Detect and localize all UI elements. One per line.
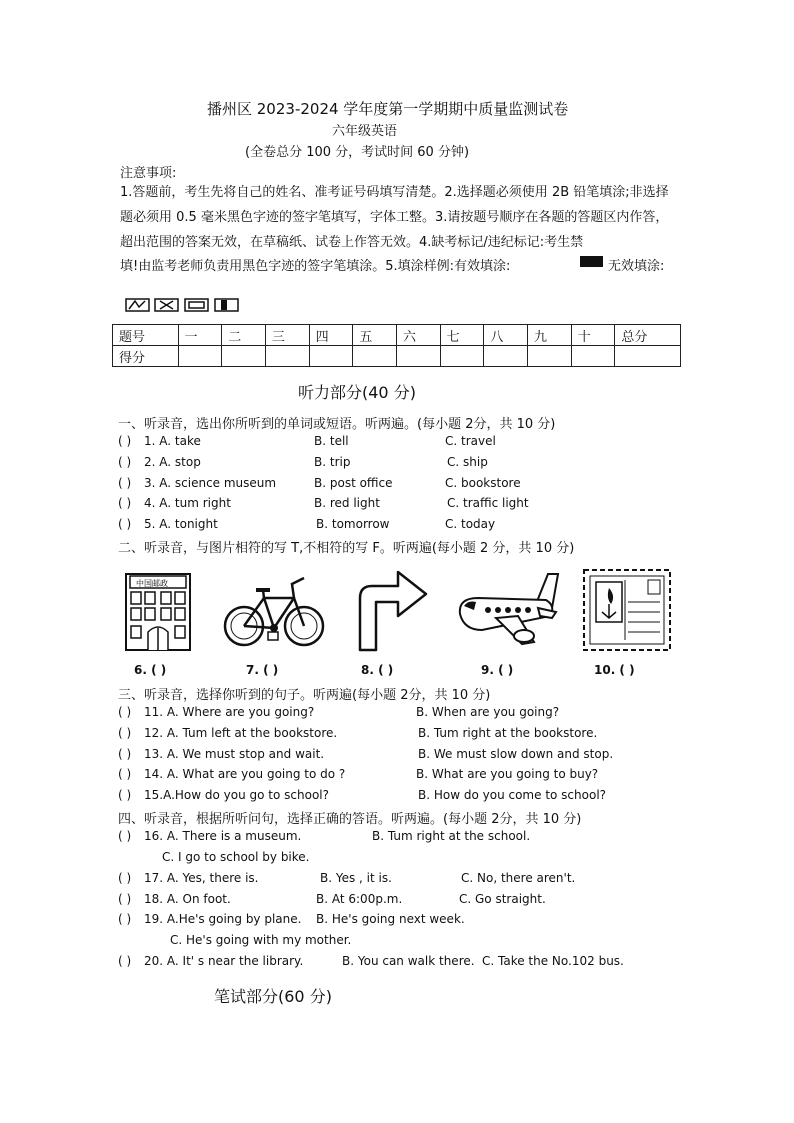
score-blank[interactable] [571,346,615,367]
option-b: B. tell [314,434,349,448]
exam-title: 播州区 2023-2024 学年度第一学期期中质量监测试卷 [207,100,569,118]
score-blank[interactable] [222,346,266,367]
score-table-header-row [113,325,681,346]
option-a: 13. A. We must stop and wait. [144,747,325,761]
option-b: B. At 6:00p.m. [316,892,403,906]
score-cell: 四 [309,325,353,346]
score-cell: 九 [528,325,572,346]
option-a: 20. A. It' s near the library. [144,954,304,968]
score-blank[interactable] [178,346,222,367]
turn-right-arrow-icon [354,568,430,652]
option-a: 5. A. tonight [144,517,218,531]
option-b: B. tomorrow [316,517,390,531]
section4-heading: 四、听录音，根据所听问句，选择正确的答语。听两遍。(每小题 2分，共 10 分) [118,812,582,827]
option-a: 14. A. What are you going to do ? [144,767,346,781]
answer-paren[interactable]: ( ) [118,767,132,781]
option-c: C. Go straight. [459,892,546,906]
picture-caption-8[interactable]: 8. ( ) [361,663,394,677]
picture-caption-9[interactable]: 9. ( ) [481,663,514,677]
answer-paren[interactable]: ( ) [118,788,132,802]
writing-section-title: 笔试部分(60 分) [214,987,332,1006]
score-cell: 五 [353,325,397,346]
option-c: C. ship [447,455,488,469]
score-cell: 题号 [113,325,179,346]
score-blank[interactable] [309,346,353,367]
score-blank[interactable] [396,346,440,367]
option-b: B. Yes , it is. [320,871,392,885]
answer-paren[interactable]: ( ) [118,726,132,740]
option-b: B. Tum right at the bookstore. [418,726,598,740]
answer-paren[interactable]: ( ) [118,705,132,719]
score-blank[interactable] [353,346,397,367]
notes-line2b: 无效填涂: [608,259,665,274]
option-a: 17. A. Yes, there is. [144,871,259,885]
score-cell: 总分 [615,325,681,346]
score-blank[interactable] [528,346,572,367]
score-cell: 六 [396,325,440,346]
answer-paren[interactable]: ( ) [118,892,132,906]
option-b: B. We must slow down and stop. [418,747,614,761]
option-a: 11. A. Where are you going? [144,705,315,719]
score-cell: 八 [484,325,528,346]
score-blank[interactable] [265,346,309,367]
score-cell: 三 [265,325,309,346]
option-a: 15.A.How do you go to school? [144,788,330,802]
option-b: B. When are you going? [416,705,560,719]
score-blank[interactable] [440,346,484,367]
answer-paren[interactable]: ( ) [118,517,132,531]
answer-paren[interactable]: ( ) [118,747,132,761]
postcard-icon [582,568,672,652]
airplane-icon [452,568,562,652]
notes-body: 1.答题前，考生先将自己的姓名、准考证号码填写清楚。2.选择题必须使用 2B 铅笔填涂;非选择题必须用 0.5 毫米黑色字迹的签字笔填写，字体工整。3.请按题号顺序在各题的答题区内作答，超出范围的答案无效，在草稿纸、试卷上作答无效。4.缺考标记/违纪标记:考生禁 [120,185,669,250]
option-c: C. He's going with my mother. [170,933,352,947]
option-c: C. traffic light [447,496,529,510]
section2-heading: 二、听录音，与图片相符的写 T,不相符的写 F。听两遍(每小题 2 分，共 10 分) [118,541,575,556]
option-a: 19. A.He's going by plane. [144,912,302,926]
option-c: C. No, there aren't. [461,871,576,885]
option-a: 3. A. science museum [144,476,277,490]
option-c: C. today [445,517,496,531]
score-blank[interactable] [615,346,681,367]
score-cell: 一 [178,325,222,346]
answer-paren[interactable]: ( ) [118,912,132,926]
valid-fill-sample [580,256,603,267]
exam-info: (全卷总分 100 分，考试时间 60 分钟) [245,145,470,160]
option-c: C. travel [445,434,496,448]
picture-caption-6[interactable]: 6. ( ) [134,663,167,677]
notes-label: 注意事项: [120,166,177,181]
score-cell: 十 [571,325,615,346]
section3-heading: 三、听录音，选择你听到的句子。听两遍(每小题 2分，共 10 分) [118,688,491,703]
score-blank[interactable] [484,346,528,367]
answer-paren[interactable]: ( ) [118,455,132,469]
option-c: C. Take the No.102 bus. [482,954,624,968]
option-b: B. How do you come to school? [418,788,607,802]
answer-paren[interactable]: ( ) [118,476,132,490]
option-b: B. post office [314,476,393,490]
option-a: 16. A. There is a museum. [144,829,302,843]
answer-paren[interactable]: ( ) [118,829,132,843]
score-table [112,324,681,367]
picture-caption-10[interactable]: 10. ( ) [594,663,635,677]
notes-line2a: 填!由监考老师负责用黑色字迹的签字笔填涂。5.填涂样例:有效填涂: [120,259,511,274]
score-cell: 二 [222,325,266,346]
option-c: C. bookstore [445,476,521,490]
post-office-building-icon [124,568,194,652]
option-b: B. You can walk there. [342,954,475,968]
answer-paren[interactable]: ( ) [118,954,132,968]
option-b: B. red light [314,496,380,510]
score-table-score-row [113,346,681,367]
option-b: B. Tum right at the school. [372,829,531,843]
option-a: 1. A. take [144,434,201,448]
option-a: 12. A. Tum left at the bookstore. [144,726,338,740]
option-a: 18. A. On foot. [144,892,231,906]
option-a: 4. A. tum right [144,496,231,510]
picture-caption-7[interactable]: 7. ( ) [246,663,279,677]
score-cell: 得分 [113,346,179,367]
option-b: B. trip [314,455,351,469]
option-b: B. He's going next week. [316,912,465,926]
invalid-fill-samples-icon [125,296,245,314]
option-c: C. I go to school by bike. [162,850,310,864]
option-b: B. What are you going to buy? [416,767,599,781]
section1-heading: 一、听录音，选出你所听到的单词或短语。听两遍。(每小题 2分，共 10 分) [118,417,556,432]
option-a: 2. A. stop [144,455,201,469]
score-cell: 七 [440,325,484,346]
listening-section-title: 听力部分(40 分) [298,383,416,402]
answer-paren[interactable]: ( ) [118,434,132,448]
exam-subtitle: 六年级英语 [332,124,398,139]
answer-paren[interactable]: ( ) [118,496,132,510]
post-office-sign: 中国邮政 [136,579,168,588]
bicycle-icon [222,568,326,652]
answer-paren[interactable]: ( ) [118,871,132,885]
